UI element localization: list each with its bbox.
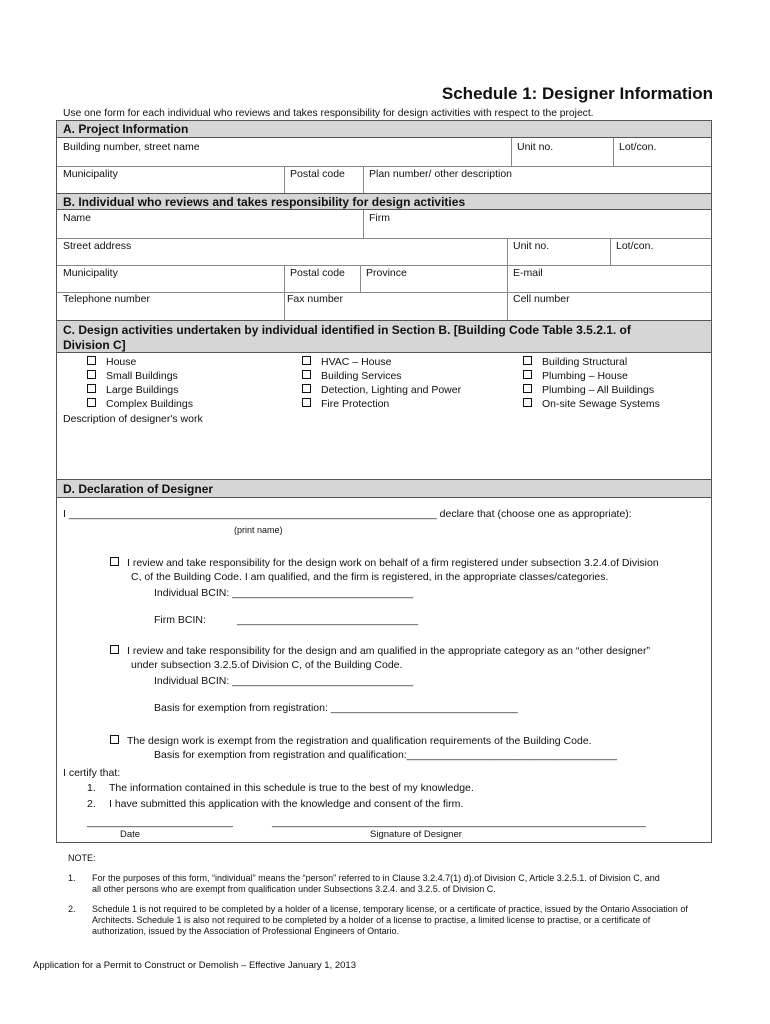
unit-field[interactable]: Unit no.: [517, 141, 554, 153]
checkbox-icon: [87, 384, 96, 393]
section-a-heading: A. Project Information: [57, 121, 711, 138]
checkbox-detection-lighting-power[interactable]: Detection, Lighting and Power: [302, 384, 461, 396]
checkbox-icon: [87, 356, 96, 365]
lot-field-b[interactable]: Lot/con.: [616, 240, 654, 252]
signature-caption: Signature of Designer: [370, 829, 462, 840]
checkbox-icon: [302, 384, 311, 393]
certify-item-1: The information contained in this schedule is true to the best of my knowledge.: [109, 782, 474, 794]
checkbox-plumbing-house[interactable]: Plumbing – House: [523, 370, 628, 382]
designer-work-description[interactable]: Description of designer's work: [63, 413, 203, 425]
signature-field[interactable]: ________________________________________________________________: [272, 816, 646, 828]
email-field[interactable]: E-mail: [513, 267, 543, 279]
municipality-field-b[interactable]: Municipality: [63, 267, 118, 279]
checkbox-small-buildings[interactable]: Small Buildings: [87, 370, 178, 382]
checkbox-hvac-house[interactable]: HVAC – House: [302, 356, 391, 368]
checkbox-icon: [87, 398, 96, 407]
cell-field[interactable]: Cell number: [513, 293, 570, 305]
checkbox-icon: [523, 384, 532, 393]
designer-form: [56, 120, 712, 843]
page-footer: Application for a Permit to Construct or Demolish – Effective January 1, 2013: [33, 960, 356, 971]
note-1: For the purposes of this form, “individual” means the “person” referred to in Clause 3.2.4.7(1) d).of Division C, Article 3.2.5.1. of Division C, and all other persons who are exempt from qualification under Subsections 3.2.4. and 3.2.5. of Division C.: [92, 873, 660, 894]
telephone-field[interactable]: Telephone number: [63, 293, 150, 305]
checkbox-building-services[interactable]: Building Services: [302, 370, 402, 382]
date-field[interactable]: _________________________: [87, 816, 233, 828]
postal-code-field-b[interactable]: Postal code: [290, 267, 345, 279]
checkbox-icon: [523, 356, 532, 365]
lot-field[interactable]: Lot/con.: [619, 141, 657, 153]
checkbox-large-buildings[interactable]: Large Buildings: [87, 384, 178, 396]
option-firm-registered-cont: C, of the Building Code. I am qualified, and the firm is registered, in the appropriate classes/categories.: [131, 571, 609, 583]
firm-bcin-field[interactable]: _______________________________: [237, 614, 419, 626]
municipality-field[interactable]: Municipality: [63, 168, 118, 180]
note-heading: NOTE:: [68, 853, 96, 863]
intro-text: Use one form for each individual who reviews and takes responsibility for design activities with respect to the project.: [63, 108, 594, 119]
declaration-print-name-line[interactable]: I _______________________________________________________________ declare that (choose one as appropriate):: [63, 508, 632, 520]
option-other-designer[interactable]: I review and take responsibility for the design and am qualified in the appropriate category as an “other designer”: [110, 644, 650, 658]
note-1-num: 1.: [68, 873, 76, 883]
unit-field-b[interactable]: Unit no.: [513, 240, 550, 252]
checkbox-building-structural[interactable]: Building Structural: [523, 356, 627, 368]
street-address-field[interactable]: Street address: [63, 240, 132, 252]
certify-heading: I certify that:: [63, 767, 121, 779]
fax-field[interactable]: Fax number: [287, 293, 344, 305]
checkbox-icon: [87, 370, 96, 379]
note-2: Schedule 1 is not required to be completed by a holder of a license, temporary license, or a certificate of practice, issued by the Ontario Association of Architects. Schedule 1 is also not required to be completed by a holder of a license to practise, a limited license to practise, or a certificate of authorization, issued by the Association of Professional Engineers of Ontario.: [92, 904, 688, 936]
firm-bcin-label: Firm BCIN:: [154, 614, 206, 626]
certify-item-2-num: 2.: [87, 798, 96, 810]
section-c-heading-line1: C. Design activities undertaken by individual identified in Section B. [Building Code Table 3.5.2.1. of: [63, 323, 631, 337]
checkbox-complex-buildings[interactable]: Complex Buildings: [87, 398, 193, 410]
note-2-num: 2.: [68, 904, 76, 914]
checkbox-icon: [302, 398, 311, 407]
certify-item-2: I have submitted this application with the knowledge and consent of the firm.: [109, 798, 464, 810]
checkbox-fire-protection[interactable]: Fire Protection: [302, 398, 389, 410]
checkbox-icon: [302, 356, 311, 365]
firm-field[interactable]: Firm: [369, 212, 390, 224]
province-field[interactable]: Province: [366, 267, 407, 279]
date-caption: Date: [120, 829, 141, 840]
section-d-heading: D. Declaration of Designer: [57, 479, 711, 498]
option-other-designer-cont: under subsection 3.2.5.of Division C, of the Building Code.: [131, 659, 403, 671]
checkbox-icon: [523, 370, 532, 379]
section-c-heading-line2: Division C]: [63, 338, 126, 352]
option-firm-registered[interactable]: I review and take responsibility for the design work on behalf of a firm registered under subsection 3.2.4.of Division: [110, 556, 659, 570]
individual-bcin-field-2[interactable]: Individual BCIN: _______________________________: [154, 675, 414, 687]
checkbox-icon: [110, 557, 119, 566]
plan-number-field[interactable]: Plan number/ other description: [369, 168, 512, 180]
certify-item-1-num: 1.: [87, 782, 96, 794]
print-name-caption: (print name): [234, 525, 283, 535]
basis-exemption-qualification-field[interactable]: Basis for exemption from registration and qualification:____________________________________: [154, 749, 617, 761]
checkbox-icon: [110, 645, 119, 654]
checkbox-icon: [110, 735, 119, 744]
section-b-heading: B. Individual who reviews and takes responsibility for design activities: [57, 193, 711, 210]
building-field[interactable]: Building number, street name: [63, 141, 200, 153]
name-field[interactable]: Name: [63, 212, 92, 224]
checkbox-icon: [523, 398, 532, 407]
checkbox-icon: [302, 370, 311, 379]
checkbox-house[interactable]: House: [87, 356, 136, 368]
postal-code-field[interactable]: Postal code: [290, 168, 345, 180]
section-c-heading: [57, 320, 711, 353]
individual-bcin-field[interactable]: Individual BCIN: _______________________________: [154, 587, 414, 599]
checkbox-plumbing-all-buildings[interactable]: Plumbing – All Buildings: [523, 384, 654, 396]
page-title: Schedule 1: Designer Information: [441, 84, 713, 103]
basis-exemption-field[interactable]: Basis for exemption from registration: ________________________________: [154, 702, 518, 714]
checkbox-onsite-sewage[interactable]: On-site Sewage Systems: [523, 398, 660, 410]
option-exempt[interactable]: The design work is exempt from the registration and qualification requirements of the Building Code.: [110, 734, 592, 748]
